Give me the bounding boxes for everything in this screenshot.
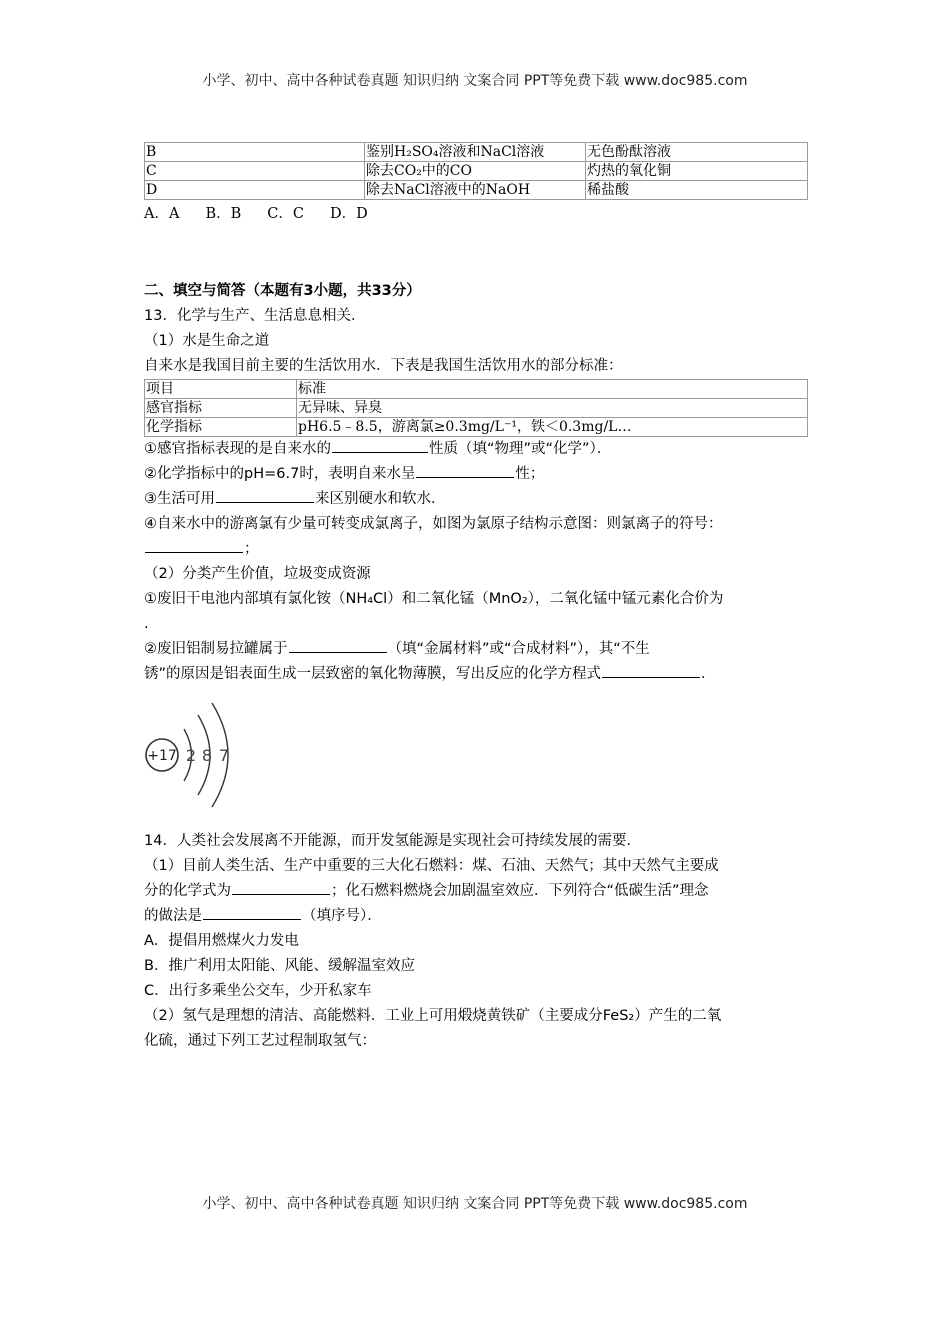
question-text: ③生活可用	[144, 491, 215, 507]
question-text: ；化石燃料燃烧会加剧温室效应．下列符合“低碳生活”理念	[331, 883, 709, 899]
q12-options-table	[144, 142, 808, 200]
question-text: 的做法是	[144, 908, 202, 924]
q13-p2-sub1-end: .	[144, 616, 149, 632]
q14-p1-line3	[144, 904, 808, 929]
table-row	[145, 143, 808, 162]
q14-option-b: B．推广利用太阳能、风能、缓解温室效应	[144, 958, 415, 974]
item-cell: 感官指标	[145, 399, 297, 418]
option-cell: C	[145, 162, 365, 181]
question-text: （填“金属材料”或“合成材料”），其“不生	[387, 641, 650, 657]
page-header: 小学、初中、高中各种试卷真题 知识归纳 文案合同 PPT等免费下载 www.doc985.com	[202, 73, 748, 89]
answer-blank[interactable]	[416, 463, 514, 478]
q13-stem: 13．化学与生产、生活息息相关．	[144, 308, 366, 324]
standard-cell: pH6.5﹣8.5，游离氯≥0.3mg/L⁻¹，铁＜0.3mg/L…	[297, 418, 808, 437]
q13-intro: 自来水是我国目前主要的生活饮用水．下表是我国生活饮用水的部分标准：	[144, 358, 623, 374]
method-cell: 稀盐酸	[586, 181, 808, 200]
answer-blank[interactable]	[289, 638, 387, 653]
choice-b: B．B	[205, 206, 242, 222]
choice-d: D．D	[329, 206, 368, 222]
question-text: ①感官指标表现的是自来水的	[144, 441, 331, 457]
q13-p2-sub2-line2	[144, 662, 808, 687]
shell-electrons-2: 8	[201, 746, 213, 765]
q13-sub3	[144, 487, 808, 512]
column-header: 项目	[145, 380, 297, 399]
q13-p2-sub2	[144, 637, 808, 662]
shell-electrons-1: 2	[185, 746, 197, 765]
purpose-cell: 除去NaCl溶液中的NaOH	[365, 181, 586, 200]
question-text: 分的化学式为	[144, 883, 231, 899]
section-title: 二、填空与简答（本题有3小题，共33分）	[144, 283, 421, 299]
question-text: ②化学指标中的pH=6.7时，表明自来水呈	[144, 466, 416, 482]
q13-p2-sub1: ①废旧干电池内部填有氯化铵（NH₄Cl）和二氧化锰（MnO₂），二氧化锰中锰元素化合价为	[144, 591, 724, 607]
chlorine-atom-diagram	[144, 699, 808, 811]
answer-blank[interactable]	[332, 438, 428, 453]
answer-blank[interactable]	[602, 663, 700, 678]
answer-blank[interactable]	[232, 880, 330, 895]
nucleus-charge: +17	[147, 748, 177, 764]
shell-electrons-3: 7	[218, 746, 230, 765]
choice-a: A．A	[144, 206, 180, 222]
method-cell: 无色酚酞溶液	[586, 143, 808, 162]
table-row	[145, 181, 808, 200]
q13-sub4: ④自来水中的游离氯有少量可转变成氯离子，如图为氯原子结构示意图：则氯离子的符号：	[144, 516, 723, 532]
question-text: 性质（填“物理”或“化学”）．	[429, 441, 612, 457]
purpose-cell: 除去CO₂中的CO	[365, 162, 586, 181]
table-row	[145, 418, 808, 437]
table-header-row	[145, 380, 808, 399]
exam-page	[144, 142, 808, 1054]
q13-part1-title: （1）水是生命之道	[144, 333, 270, 349]
question-text: ②废旧铝制易拉罐属于	[144, 641, 288, 657]
q14-stem: 14．人类社会发展离不开能源，而开发氢能源是实现社会可持续发展的需要．	[144, 833, 641, 849]
question-text: （填序号）．	[302, 908, 382, 924]
standard-cell: 无异味、异臭	[297, 399, 808, 418]
q13-sub1	[144, 437, 808, 462]
q13-sub2	[144, 462, 808, 487]
table-row	[145, 162, 808, 181]
option-cell: B	[145, 143, 365, 162]
q13-sub4-answer	[144, 537, 808, 562]
question-text: ．	[701, 666, 716, 682]
answer-blank[interactable]	[203, 905, 301, 920]
q14-option-a: A．提倡用燃煤火力发电	[144, 933, 299, 949]
question-text: 性；	[515, 466, 545, 482]
q14-p1-line2	[144, 879, 808, 904]
question-text: 来区别硬水和软水．	[315, 491, 446, 507]
answer-blank[interactable]	[145, 538, 243, 553]
q14-option-c: C．出行多乘坐公交车，少开私家车	[144, 983, 372, 999]
option-cell: D	[145, 181, 365, 200]
q12-answer-choices	[144, 202, 808, 226]
column-header: 标准	[297, 380, 808, 399]
atom-structure-svg	[144, 699, 264, 811]
table-row	[145, 399, 808, 418]
question-text: 锈”的原因是铝表面生成一层致密的氧化物薄膜，写出反应的化学方程式	[144, 666, 602, 682]
page-footer: 小学、初中、高中各种试卷真题 知识归纳 文案合同 PPT等免费下载 www.doc985.com	[202, 1196, 748, 1212]
item-cell: 化学指标	[145, 418, 297, 437]
purpose-cell: 鉴别H₂SO₄溶液和NaCl溶液	[365, 143, 586, 162]
answer-blank[interactable]	[216, 488, 314, 503]
water-standard-table	[144, 379, 808, 437]
choice-c: C．C	[267, 206, 304, 222]
q14-p2-line2: 化硫，通过下列工艺过程制取氢气：	[144, 1033, 376, 1049]
q13-part2-title: （2）分类产生价值，垃圾变成资源	[144, 566, 371, 582]
q14-p2-line1: （2）氢气是理想的清洁、高能燃料．工业上可用煅烧黄铁矿（主要成分FeS₂）产生的二氧	[144, 1008, 722, 1024]
q14-p1-line1: （1）目前人类生活、生产中重要的三大化石燃料：煤、石油、天然气；其中天然气主要成	[144, 858, 719, 874]
question-text: ；	[244, 541, 259, 557]
method-cell: 灼热的氧化铜	[586, 162, 808, 181]
